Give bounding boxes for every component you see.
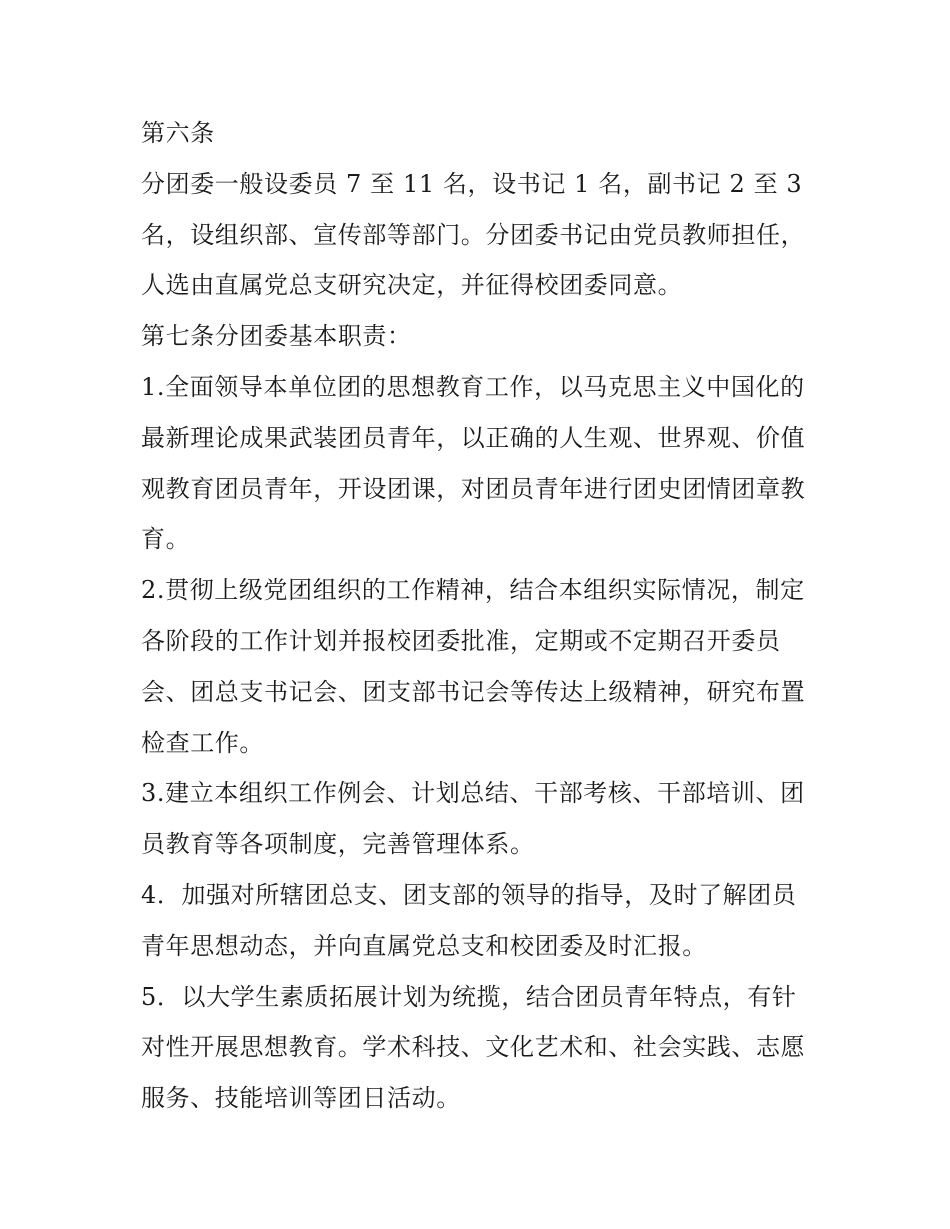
duty-item-3: 3.建立本组织工作例会、计划总结、干部考核、干部培训、团员教育等各项制度，完善管理体系。: [141, 779, 805, 859]
duty-item-5: 5．以大学生素质拓展计划为统揽，结合团员青年特点，有针对性开展思想教育。学术科技、文化艺术和、社会实践、志愿服务、技能培训等团日活动。: [141, 982, 806, 1113]
article-6-text: 分团委一般设委员 7 至 11 名，设书记 1 名，副书记 2 至 3 名，设组织部、宣传部等部门。分团委书记由党员教师担任，人选由直属党总支研究决定，并征得校团委同意。: [141, 169, 806, 300]
duty-item-2: 2.贯彻上级党团组织的工作精神，结合本组织实际情况，制定各阶段的工作计划并报校团委批准，定期或不定期召开委员会、团总支书记会、团支部书记会等传达上级精神，研究布置检查工作。: [141, 576, 806, 757]
duty-item-4: 4．加强对所辖团总支、团支部的领导的指导，及时了解团员青年思想动态，并向直属党总支和校团委及时汇报。: [141, 880, 797, 960]
duty-item-1: 1.全面领导本单位团的思想教育工作，以马克思主义中国化的最新理论成果武装团员青年，以正确的人生观、世界观、价值观教育团员青年，开设团课，对团员青年进行团史团情团章教育。: [141, 372, 806, 554]
article-6-heading: 第六条: [141, 119, 215, 147]
document-body: [141, 108, 821, 1124]
article-7-heading: 第七条分团委基本职责：: [141, 322, 412, 351]
